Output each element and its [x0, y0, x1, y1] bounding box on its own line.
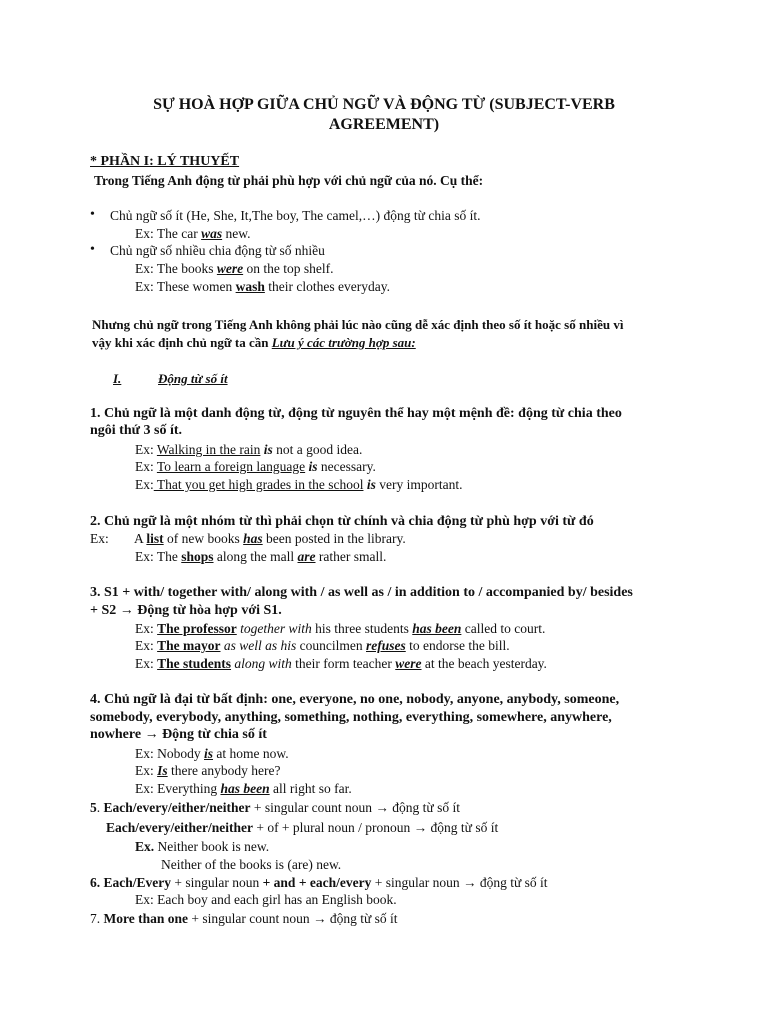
subject: The mayor — [157, 638, 221, 653]
rule-heading: + S2 → Động từ hòa hợp với S1. — [90, 603, 282, 618]
verb: is — [308, 459, 318, 474]
example-line: Ex: These women wash their clothes everyday. — [135, 279, 390, 294]
intro-text: Trong Tiếng Anh động từ phải phù hợp với chủ ngữ của nó. Cụ thể: — [94, 173, 484, 188]
example-line: Ex: Everything has been all right so far. — [135, 781, 352, 796]
example-line: Ex: The shops along the mall are rather small. — [135, 549, 387, 564]
verb: is — [263, 442, 273, 457]
verb: are — [297, 549, 316, 564]
example-line: Neither of the books is (are) new. — [161, 857, 342, 872]
example-line: Ex: The mayor as well as his councilmen refuses to endorse the bill. — [135, 638, 510, 653]
example-line: Ex: To learn a foreign language is necessary. — [135, 459, 376, 474]
note-text: Nhưng chủ ngữ trong Tiếng Anh không phải lúc nào cũng dễ xác định theo số ít hoặc số nhiều vì — [92, 317, 624, 332]
part-heading: * PHẦN I: LÝ THUYẾT — [90, 154, 240, 169]
example-line: Ex. Neither book is new. — [135, 839, 270, 854]
example-line: Ex: Walking in the rain is not a good idea. — [135, 442, 363, 457]
bullet-text: Chủ ngữ số ít (He, She, It,The boy, The camel,…) động từ chia số ít. — [110, 208, 481, 223]
note-text: vậy khi xác định chủ ngữ ta cần Lưu ý các trường hợp sau: — [92, 335, 416, 350]
subject: To learn a foreign language — [156, 459, 306, 474]
verb: were — [395, 656, 422, 671]
document-title-line2: AGREEMENT) — [328, 116, 440, 133]
example-line: Ex: The car was new. — [135, 226, 251, 241]
example-line: Ex: The professor together with his three students has been called to court. — [135, 621, 546, 636]
verb: wash — [235, 279, 265, 294]
rule-heading: 6. Each/Every + singular noun + and + each/every + singular noun → động từ số ít — [90, 875, 548, 890]
verb: has — [243, 531, 263, 546]
example-line: Ex: Nobody is at home now. — [135, 746, 289, 761]
section-title: Động từ số ít — [158, 371, 228, 386]
verb: has been — [220, 781, 270, 796]
subject: list — [146, 531, 164, 546]
rule-heading: 7. More than one + singular count noun → động từ số ít — [90, 911, 398, 926]
subject: shops — [181, 549, 214, 564]
subject: The students — [157, 656, 232, 671]
bullet-text: Chủ ngữ số nhiều chia động từ số nhiều — [110, 243, 325, 258]
rule-heading: 4. Chủ ngữ là đại từ bất định: one, everyone, no one, nobody, anyone, anybody, someone, — [90, 692, 620, 707]
verb: refuses — [366, 638, 406, 653]
bullet-marker: • — [90, 242, 95, 257]
verb: is — [366, 477, 376, 492]
example-line: A list of new books has been posted in the library. — [134, 531, 406, 546]
example-line: Ex: The students along with their form teacher were at the beach yesterday. — [135, 656, 547, 671]
verb: is — [204, 746, 214, 761]
verb: were — [216, 261, 244, 276]
example-line: Ex: — [90, 531, 109, 546]
rule-heading: somebody, everybody, anything, something, nothing, everything, somewhere, anywhere, — [90, 710, 612, 725]
verb: was — [201, 226, 223, 241]
rule-heading: Each/every/either/neither + of + plural noun / pronoun → động từ số ít — [106, 820, 499, 835]
rule-heading: 2. Chủ ngữ là một nhóm từ thì phải chọn từ chính và chia động từ phù hợp với từ đó — [90, 514, 594, 529]
example-line: Ex: That you get high grades in the school is very important. — [135, 477, 463, 492]
document-title-line1: SỰ HOÀ HỢP GIỮA CHỦ NGỮ VÀ ĐỘNG TỪ (SUBJECT-VERB — [153, 96, 615, 113]
rule-heading: ngôi thứ 3 số ít. — [90, 423, 183, 438]
bullet-marker: • — [90, 207, 95, 222]
subject: The professor — [157, 621, 237, 636]
subject: Walking in the rain — [156, 442, 261, 457]
example-line: Ex: Is there anybody here? — [135, 763, 281, 778]
rule-heading: 3. S1 + with/ together with/ along with / as well as / in addition to / accompanied by/ besides — [90, 585, 633, 600]
verb: Is — [157, 763, 168, 778]
rule-heading: nowhere → Động từ chia số ít — [90, 727, 267, 742]
example-line: Ex: The books were on the top shelf. — [135, 261, 334, 276]
rule-heading: 1. Chủ ngữ là một danh động từ, động từ nguyên thể hay một mệnh đề: động từ chia theo — [90, 406, 622, 421]
section-number: I. — [113, 371, 122, 386]
rule-heading: 5. Each/every/either/neither + singular count noun → động từ số ít — [90, 800, 460, 815]
verb: has been — [412, 621, 462, 636]
subject: That you get high grades in the school — [153, 477, 364, 492]
example-line: Ex: Each boy and each girl has an English book. — [135, 892, 397, 907]
